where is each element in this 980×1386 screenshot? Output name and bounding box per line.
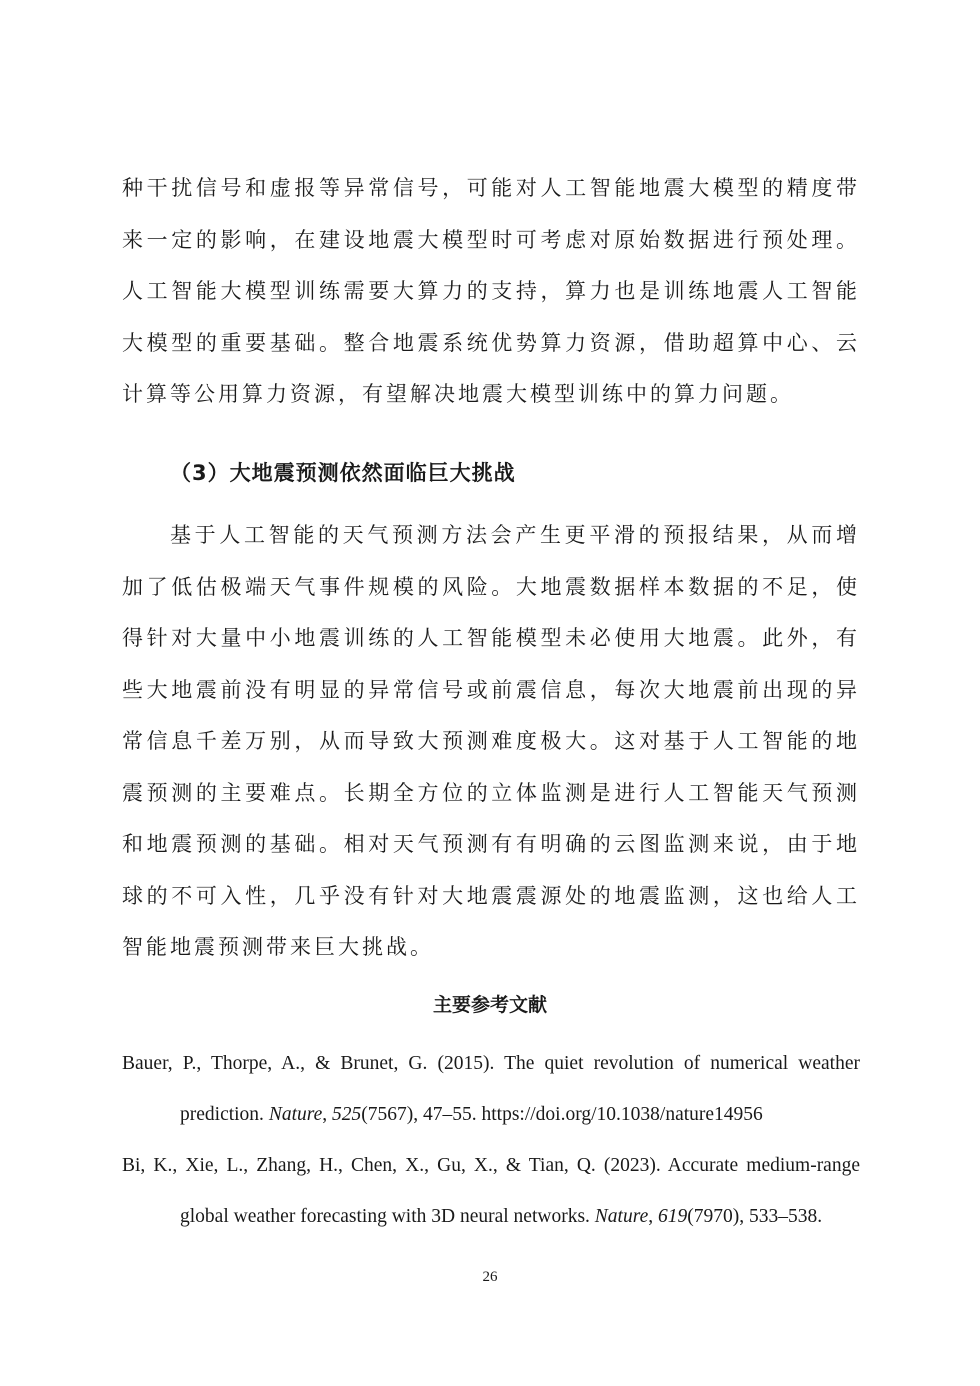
reference-entry bbox=[122, 1038, 860, 1140]
reference-journal: Nature bbox=[268, 1104, 323, 1125]
page-number: 26 bbox=[482, 1269, 498, 1285]
references-title: 主要参考文献 bbox=[432, 994, 547, 1016]
body-paragraph: 种干扰信号和虚报等异常信号，可能对人工智能地震大模型的精度带来一定的影响，在建设地震大模型时可考虑对原始数据进行预处理。人工智能大模型训练需要大算力的支持，算力也是训练地震人工智能大模型的重要基础。整合地震系统优势算力资源，借助超算中心、云计算等公用算力资源，有望解决地震大模型训练中的算力问题。 bbox=[122, 176, 860, 406]
reference-entry bbox=[122, 1140, 860, 1242]
body-paragraph: 基于人工智能的天气预测方法会产生更平滑的预报结果，从而增加了低估极端天气事件规模的风险。大地震数据样本数据的不足，使得针对大量中小地震训练的人工智能模型未必使用大地震。此外，有些大地震前没有明显的异常信号或前震信息，每次大地震前出现的异常信息千差万别，从而导致大预测难度极大。这对基于人工智能的地震预测的主要难点。长期全方位的立体监测是进行人工智能天气预测和地震预测的基础。相对天气预测有有明确的云图监测来说，由于地球的不可入性，几乎没有针对大地震震源处的地震监测，这也给人工智能地震预测带来巨大挑战。 bbox=[122, 523, 860, 959]
reference-journal: Nature bbox=[594, 1206, 649, 1227]
reference-text: Bauer, P., Thorpe, A., & Brunet, G. (2015). The quiet revolution of numerical weather prediction. bbox=[122, 1053, 860, 1125]
reference-volume: 525 bbox=[332, 1104, 362, 1125]
reference-issue-pages: (7567), 47–55. https://doi.org/10.1038/nature14956 bbox=[361, 1104, 763, 1125]
reference-text: Bi, K., Xie, L., Zhang, H., Chen, X., Gu, X., & Tian, Q. (2023). Accurate medium-range global weather forecasting with 3D neural networks. bbox=[122, 1155, 860, 1227]
section-heading: （3）大地震预测依然面临巨大挑战 bbox=[170, 461, 516, 485]
reference-volume: 619 bbox=[658, 1206, 688, 1227]
reference-issue-pages: (7970), 533–538. bbox=[687, 1206, 823, 1227]
reference-separator: , bbox=[648, 1206, 658, 1227]
reference-separator: , bbox=[322, 1104, 333, 1125]
